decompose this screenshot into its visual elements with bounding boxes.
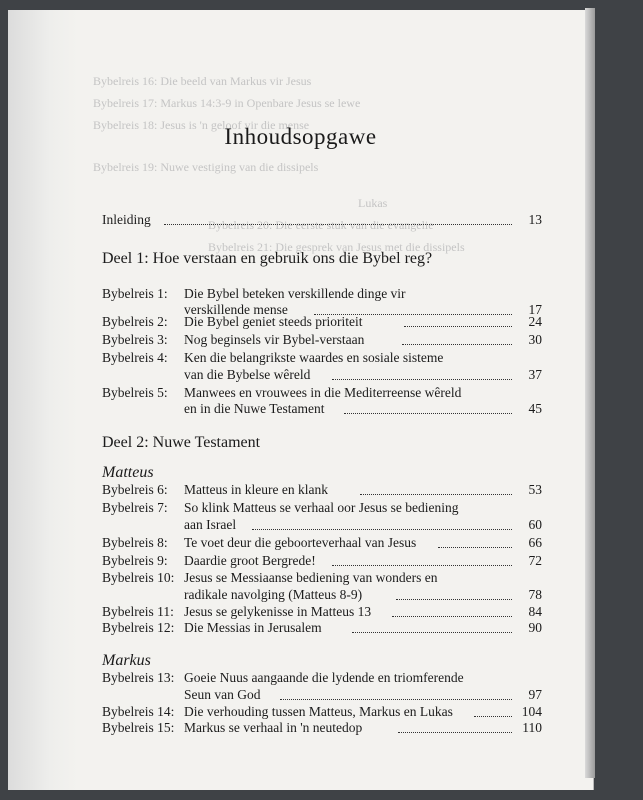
toc-entry[interactable]: [102, 535, 542, 553]
page-edge-shadow: [585, 8, 595, 778]
toc-entry[interactable]: [102, 620, 542, 638]
dot-leader: [404, 326, 512, 327]
toc-page-number: 17: [528, 302, 542, 317]
toc-entry-title: Die Messias in Jerusalem: [184, 620, 322, 635]
subsection-heading-markus: Markus: [102, 652, 151, 669]
toc-entry-title: Jesus se gelykenisse in Matteus 13: [184, 604, 372, 619]
bleed-through-text: Bybelreis 17: Markus 14:3-9 in Openbare Jesus se lewe: [93, 96, 361, 110]
toc-entry-title: Daardie groot Bergrede!: [184, 553, 316, 568]
toc-entry-title: Te voet deur die geboorteverhaal van Jesus: [184, 535, 417, 550]
toc-entry-label: Inleiding: [102, 212, 151, 227]
dot-leader: [344, 413, 512, 414]
toc-entry[interactable]: [102, 500, 542, 536]
toc-entry-title: Die Bybel geniet steeds prioriteit: [184, 314, 363, 329]
dot-leader: [396, 599, 512, 600]
page-title: Inhoudsopgawe: [224, 124, 377, 149]
toc-page-number: 13: [528, 212, 542, 227]
dot-leader: [392, 616, 512, 617]
section-heading-deel-1: Deel 1: Hoe verstaan en gebruik ons die Bybel reg?: [102, 250, 433, 267]
toc-entry-title: So klink Matteus se verhaal oor Jesus se bediening: [184, 500, 459, 515]
toc-entry-label: Bybelreis 12:: [102, 620, 175, 635]
toc-page-number: 45: [528, 401, 542, 416]
toc-entry-label: Bybelreis 9:: [102, 553, 168, 568]
section-heading-deel-2: Deel 2: Nuwe Testament: [102, 434, 261, 451]
toc-entry[interactable]: [102, 553, 542, 571]
toc-page-number: 104: [521, 704, 542, 719]
toc-entry-label: Bybelreis 7:: [102, 500, 168, 515]
toc-entry[interactable]: [102, 314, 542, 332]
toc-entry-title: Die verhouding tussen Matteus, Markus en Lukas: [184, 704, 453, 719]
toc-entry-inleiding[interactable]: [102, 212, 542, 230]
toc-page-number: 37: [528, 367, 542, 382]
toc-page-number: 60: [528, 517, 542, 532]
bleed-through-text: Bybelreis 18: Jesus is 'n geloof vir die mense: [93, 118, 310, 132]
toc-page-number: 110: [522, 720, 542, 735]
toc-entry-title-cont: Seun van God: [184, 687, 261, 702]
dot-leader: [398, 732, 512, 733]
toc-entry-title-cont: radikale navolging (Matteus 8-9): [184, 587, 363, 602]
toc-entry-label: Bybelreis 8:: [102, 535, 168, 550]
dot-leader: [252, 529, 512, 530]
toc-entry-title: Goeie Nuus aangaande die lydende en triomferende: [184, 670, 464, 685]
dot-leader: [332, 565, 512, 566]
toc-entry-title-cont: van die Bybelse wêreld: [184, 367, 311, 382]
toc-entry-title-cont: verskillende mense: [184, 302, 288, 317]
bleed-through-text: Lukas: [358, 196, 388, 210]
toc-page-number: 24: [528, 314, 542, 329]
dot-leader: [360, 494, 512, 495]
toc-entry-label: Bybelreis 13:: [102, 670, 175, 685]
toc-entry-label: Bybelreis 2:: [102, 314, 168, 329]
toc-entry[interactable]: [102, 385, 542, 421]
toc-entry-title: Die Bybel beteken verskillende dinge vir: [184, 286, 406, 301]
toc-entry-title: Markus se verhaal in 'n neutedop: [184, 720, 363, 735]
toc-entry-title: Jesus se Messiaanse bediening van wonders en: [184, 570, 438, 585]
toc-entry[interactable]: [102, 350, 542, 386]
toc-entry-label: Bybelreis 4:: [102, 350, 168, 365]
toc-entry-label: Bybelreis 5:: [102, 385, 168, 400]
dot-leader: [332, 379, 512, 380]
toc-entry-label: Bybelreis 6:: [102, 482, 168, 497]
toc-entry-label: Bybelreis 1:: [102, 286, 168, 301]
bleed-through-text: Bybelreis 19: Nuwe vestiging van die dissipels: [93, 160, 319, 174]
toc-page-number: 53: [528, 482, 542, 497]
toc-entry[interactable]: [102, 482, 542, 500]
dot-leader: [352, 632, 512, 633]
book-page: [8, 10, 594, 790]
dot-leader: [402, 344, 512, 345]
toc-entry-label: Bybelreis 11:: [102, 604, 174, 619]
dot-leader: [438, 547, 512, 548]
toc-page-number: 90: [528, 620, 542, 635]
toc-page-number: 66: [528, 535, 542, 550]
toc-entry-title-cont: aan Israel: [184, 517, 237, 532]
toc-entry[interactable]: [102, 720, 542, 738]
toc-page-number: 30: [528, 332, 542, 347]
toc-entry-label: Bybelreis 10:: [102, 570, 175, 585]
toc-entry[interactable]: [102, 670, 542, 706]
toc-entry-title-cont: en in die Nuwe Testament: [184, 401, 325, 416]
toc-entry-label: Bybelreis 15:: [102, 720, 175, 735]
toc-entry[interactable]: [102, 332, 542, 350]
dot-leader: [280, 699, 512, 700]
toc-entry-title: Ken die belangrikste waardes en sosiale sisteme: [184, 350, 444, 365]
subsection-heading-matteus: Matteus: [102, 464, 154, 481]
toc-page-number: 84: [528, 604, 542, 619]
toc-page-number: 97: [528, 687, 542, 702]
toc-entry-label: Bybelreis 3:: [102, 332, 168, 347]
toc-entry-title: Nog beginsels vir Bybel-verstaan: [184, 332, 365, 347]
toc-page-number: 72: [528, 553, 542, 568]
toc-entry-title: Matteus in kleure en klank: [184, 482, 328, 497]
toc-page-number: 78: [528, 587, 542, 602]
dot-leader: [164, 224, 512, 225]
toc-entry-label: Bybelreis 14:: [102, 704, 175, 719]
bleed-through-text: Bybelreis 16: Die beeld van Markus vir Jesus: [93, 74, 312, 88]
bleed-through-text: Bybelreis 20: Die eerste stuk van die evangelie: [208, 218, 434, 232]
bleed-through-text: Bybelreis 21: Die gesprek van Jesus met die dissipels: [208, 240, 465, 254]
toc-entry[interactable]: [102, 570, 542, 606]
toc-entry-title: Manwees en vrouwees in die Mediterreense wêreld: [184, 385, 462, 400]
